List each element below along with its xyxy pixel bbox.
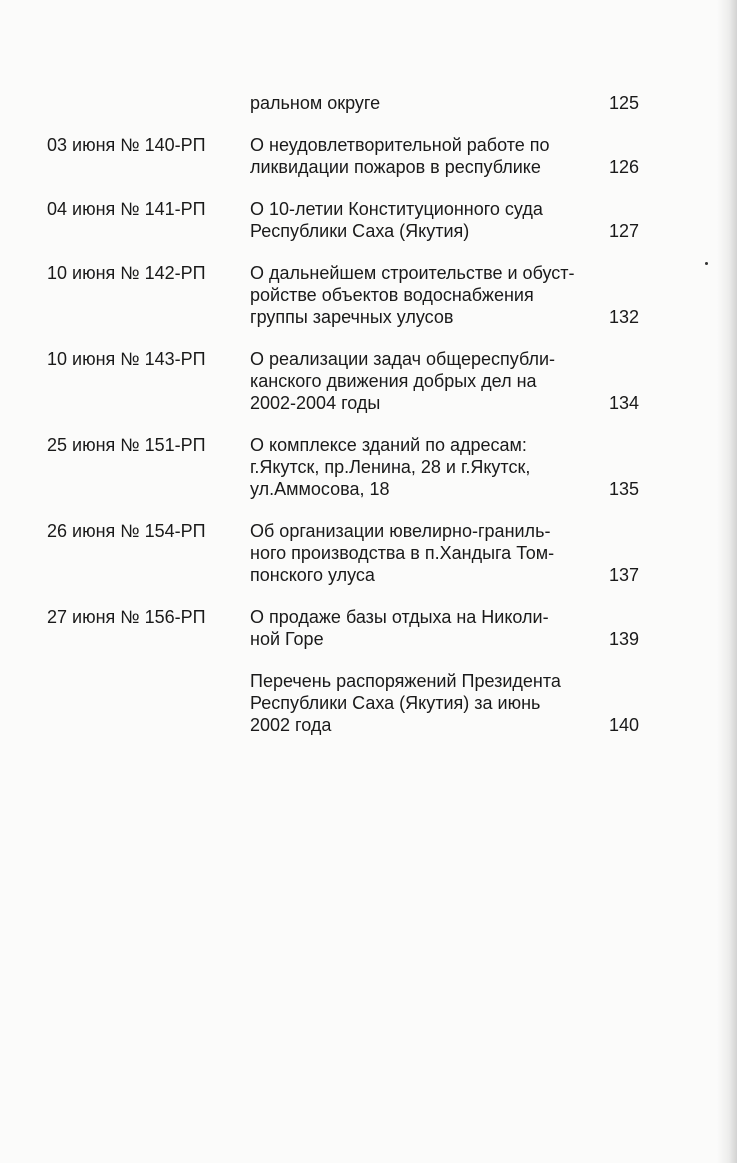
entry-title-line: О реализации задач общереспубли-: [250, 349, 555, 369]
entry-title: [250, 606, 610, 650]
entry-title-line: ул.Аммосова, 18: [250, 479, 390, 499]
entry-title-line: ного производства в п.Хандыга Том-: [250, 543, 555, 563]
entry-title-line: группы заречных улусов: [250, 307, 454, 327]
entry-title-line: О продаже базы отдыха на Николи-: [250, 607, 549, 627]
entry-title: [250, 670, 610, 736]
entry-page-number: 127: [609, 221, 640, 241]
entry-title-line: понского улуса: [250, 565, 375, 585]
entry-date: 04 июня № 141-РП: [47, 199, 206, 219]
entry-title: [250, 348, 610, 414]
entry-title-line: Об организации ювелирно-граниль-: [250, 521, 551, 541]
entry-page-number: 139: [609, 629, 640, 649]
entry-title: [250, 262, 610, 328]
entry-title-line: Республики Саха (Якутия) за июнь: [250, 693, 541, 713]
entry-title-line: ной Горе: [250, 629, 324, 649]
entry-date: 10 июня № 142-РП: [47, 263, 206, 283]
entry-title: [250, 520, 610, 586]
entry-page-number: 126: [609, 157, 640, 177]
entry-page-number: 137: [609, 565, 640, 585]
entry-title-line: ральном округе: [250, 93, 381, 113]
entry-date: 26 июня № 154-РП: [47, 521, 206, 541]
entry-date: 27 июня № 156-РП: [47, 607, 206, 627]
entry-page-number: 134: [609, 393, 640, 413]
entry-date: 03 июня № 140-РП: [47, 135, 206, 155]
entry-title-line: ройстве объектов водоснабжения: [250, 285, 534, 305]
entry-title-line: г.Якутск, пр.Ленина, 28 и г.Якутск,: [250, 457, 531, 477]
entry-title-line: 2002 года: [250, 715, 332, 735]
entry-page-number: 140: [609, 715, 640, 735]
entry-title: [250, 198, 610, 242]
entry-page-number: 135: [609, 479, 640, 499]
entry-date: 10 июня № 143-РП: [47, 349, 206, 369]
entry-title-line: Республики Саха (Якутия): [250, 221, 470, 241]
entry-title-line: О комплексе зданий по адресам:: [250, 435, 527, 455]
entry-title: [250, 92, 610, 114]
entry-title-line: О дальнейшем строительстве и обуст-: [250, 263, 575, 283]
entry-page-number: 125: [609, 93, 640, 113]
entry-page-number: 132: [609, 307, 640, 327]
scan-speck: [705, 262, 708, 265]
page-edge-shadow: [717, 0, 737, 1163]
entry-title-line: 2002-2004 годы: [250, 393, 381, 413]
entry-title-line: Перечень распоряжений Президента: [250, 671, 561, 691]
entry-title-line: ликвидации пожаров в республике: [250, 157, 541, 177]
entry-title-line: О 10-летии Конституционного суда: [250, 199, 543, 219]
entry-title-line: канского движения добрых дел на: [250, 371, 537, 391]
entry-title: [250, 134, 610, 178]
entry-date: 25 июня № 151-РП: [47, 435, 206, 455]
entry-title-line: О неудовлетворительной работе по: [250, 135, 550, 155]
entry-title: [250, 434, 610, 500]
